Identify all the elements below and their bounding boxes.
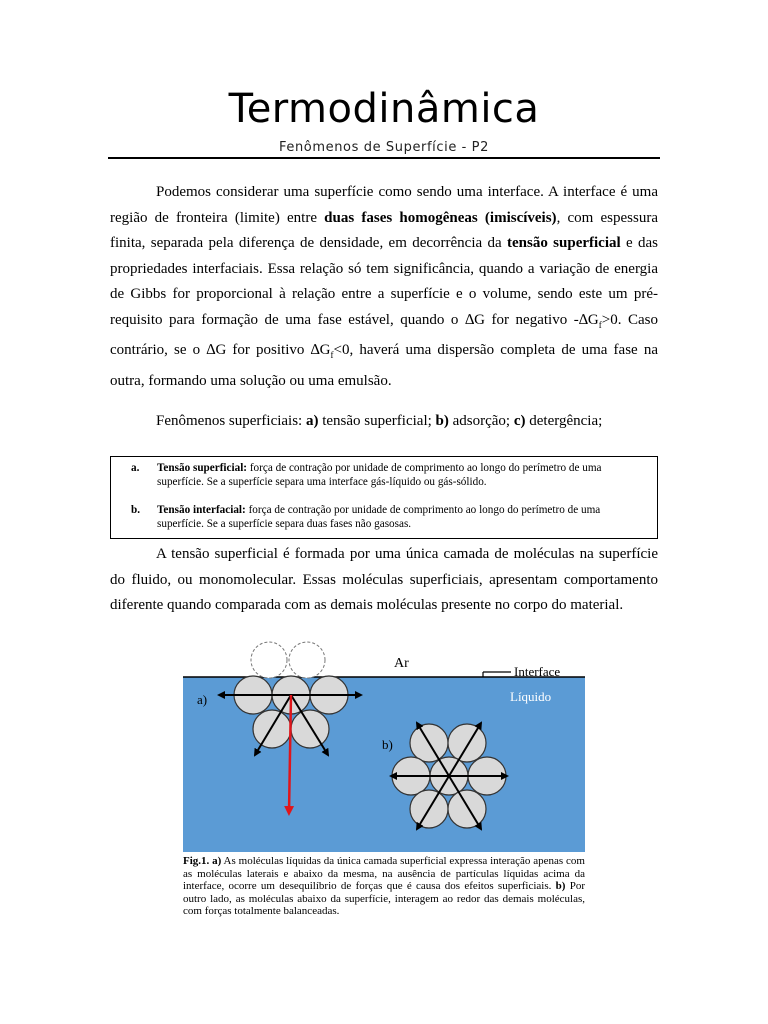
definition-text: força de contração por unidade de comprimento ao longo do perímetro de uma superfície. Se a superfície separa duas fases não gasosas. <box>157 504 601 530</box>
definition-term: Tensão interfacial: <box>157 504 246 516</box>
air-molecule-dashed <box>251 642 287 678</box>
caption-marker: a) <box>212 855 222 867</box>
title-rule <box>108 157 660 159</box>
definition-letter: a. <box>131 462 140 474</box>
label-air: Ar <box>394 656 409 671</box>
molecule <box>448 790 486 828</box>
definition-body <box>157 462 649 489</box>
paragraph-intro <box>110 180 658 394</box>
label-b: b) <box>382 737 393 752</box>
text-run: >0. Caso contrário, se o ∆G for positivo ∆G <box>110 311 658 358</box>
bold-term: duas fases homogêneas (imiscíveis) <box>324 209 557 226</box>
definitions-box <box>110 456 658 539</box>
definition-body <box>157 504 649 531</box>
label-a: a) <box>197 692 208 707</box>
text-run: detergência; <box>525 413 603 429</box>
figure-diagram <box>183 637 585 852</box>
definition-text: força de contração por unidade de comprimento ao longo do perímetro de uma superfície. Se a superfície separa uma interface gás-líquido ou gás-sólido. <box>157 462 602 488</box>
molecule <box>448 724 486 762</box>
caption-label: Fig.1. <box>183 855 210 867</box>
text-run: adsorção; <box>448 413 514 429</box>
paragraph-text: A tensão superficial é formada por uma única camada de moléculas na superfície do fluido, ou monomolecular. Essas moléculas superficiais, apresentam comportamento diferente quando comparada com as demais moléculas presente no corpo do material. <box>110 546 658 613</box>
document-subtitle: Fenômenos de Superfície - P2 <box>279 140 489 155</box>
air-molecule-dashed <box>289 642 325 678</box>
item-marker: a) <box>305 413 319 429</box>
label-liquid: Líquido <box>510 689 552 704</box>
definition-letter: b. <box>131 504 141 516</box>
definition-item <box>111 462 649 489</box>
text-run: Fenômenos superficiais: <box>156 413 306 429</box>
text-run: e das propriedades interfaciais. Essa relação só tem significância, quando a variação de energia de Gibbs for proporcional à relação entre a superfície e o volume, sendo este um pré-requisito para formação de uma fase estável, quando o ∆G for negativo -∆G <box>110 235 658 328</box>
paragraph-phenomena <box>110 409 658 435</box>
text-run: tensão superficial; <box>318 413 436 429</box>
bold-term: tensão superficial <box>507 235 621 251</box>
caption-text: Por outro lado, as moléculas abaixo da superfície, interagem ao redor das demais moléculas, com forças totalmente balanceadas. <box>183 880 585 918</box>
label-interface: Interface <box>514 664 561 679</box>
subscript: f <box>330 350 334 360</box>
document-title: Termodinâmica <box>228 86 540 132</box>
definition-item <box>111 504 649 531</box>
text-run: Podemos considerar uma superfície como sendo uma interface. A interface é uma região de fronteira (limite) entre <box>110 184 658 226</box>
caption-text: As moléculas líquidas da única camada superficial expressa interação apenas com as moléculas laterais e abaixo da mesma, na ausência de partículas líquidas acima da interface, ocorre um desequilíbrio de forças que é causa dos efeitos superficiais. <box>183 855 585 893</box>
item-marker: b) <box>435 413 449 429</box>
item-marker: c) <box>513 413 526 429</box>
definition-term: Tensão superficial: <box>157 462 248 474</box>
subscript: f <box>598 319 602 330</box>
figure-surface-tension <box>183 637 585 852</box>
text-run: <0, haverá uma dispersão completa de uma fase na outra, formando uma solução ou uma emulsão. <box>110 342 658 389</box>
text-run: , com espessura finita, separada pela diferença de densidade, em decorrência da <box>110 209 658 251</box>
molecule <box>291 710 329 748</box>
paragraph-tension <box>110 542 658 619</box>
molecule <box>253 710 291 748</box>
figure-caption <box>183 855 585 918</box>
caption-marker: b) <box>555 880 566 893</box>
